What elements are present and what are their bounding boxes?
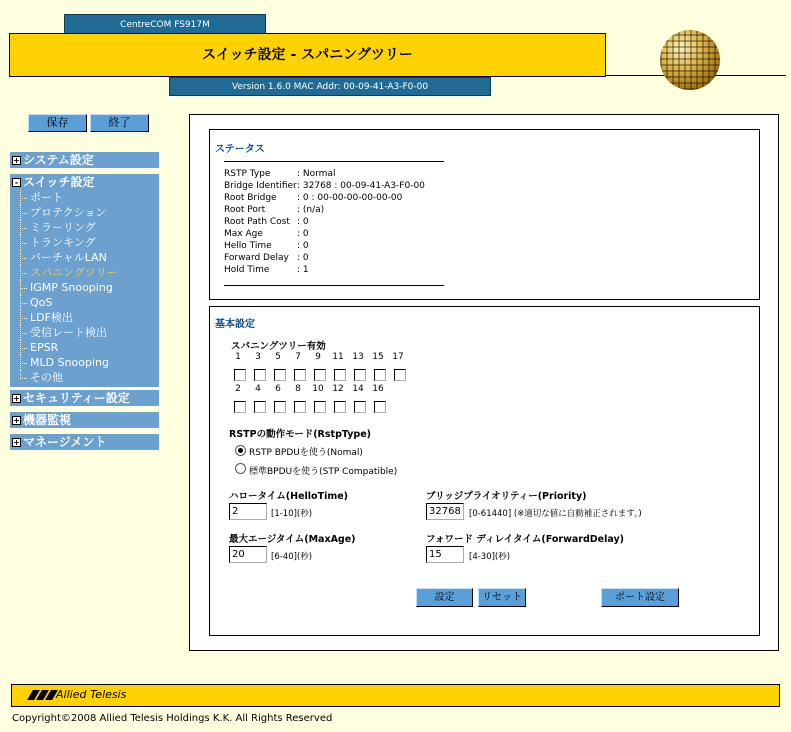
set-button[interactable]: 設定 — [416, 588, 473, 607]
status-divider-top — [224, 161, 444, 162]
expand-icon[interactable]: + — [13, 393, 20, 403]
port-4-checkbox[interactable] — [254, 401, 266, 413]
quit-button[interactable]: 終了 — [90, 114, 149, 132]
status-value: : Normal — [297, 169, 336, 179]
status-key: RSTP Type — [224, 169, 271, 179]
forward-delay-range: [4-30](秒) — [469, 552, 511, 562]
port-2-checkbox[interactable] — [234, 401, 246, 413]
port-number: 4 — [255, 384, 261, 394]
nav-item-vlan[interactable]: バーチャルLAN — [16, 250, 159, 265]
status-divider-bottom — [224, 285, 444, 286]
globe-logo-icon — [660, 30, 720, 90]
port-7-checkbox[interactable] — [294, 369, 306, 381]
status-value: : 0 — [297, 253, 309, 263]
nav-item-igmp-snooping[interactable]: IGMP Snooping — [16, 280, 159, 295]
port-number: 3 — [255, 352, 261, 362]
status-value: : 0 : 00-00-00-00-00-00 — [297, 193, 403, 203]
settings-panel — [209, 306, 760, 636]
port-16-checkbox[interactable] — [374, 401, 386, 413]
save-button[interactable]: 保存 — [28, 114, 87, 132]
status-key: Hello Time — [224, 241, 272, 251]
port-13-checkbox[interactable] — [354, 369, 366, 381]
port-5-checkbox[interactable] — [274, 369, 286, 381]
status-key: Root Port — [224, 205, 266, 215]
priority-label: ブリッジプライオリティー(Priority) — [426, 491, 587, 502]
status-value: : 0 — [297, 217, 309, 227]
port-14-checkbox[interactable] — [354, 401, 366, 413]
max-age-label: 最大エージタイム(MaxAge) — [229, 534, 356, 545]
status-value: : 32768 : 00-09-41-A3-F0-00 — [297, 181, 425, 191]
port-number: 6 — [275, 384, 281, 394]
allied-telesis-logo — [28, 688, 126, 701]
port-number: 14 — [352, 384, 364, 394]
nav-section-label[interactable]: システム設定 — [23, 153, 94, 167]
port-9-checkbox[interactable] — [314, 369, 326, 381]
reset-button[interactable]: リセット — [478, 588, 526, 607]
port-3-checkbox[interactable] — [254, 369, 266, 381]
status-key: Max Age — [224, 229, 263, 239]
status-value: : (n/a) — [297, 205, 325, 215]
rstp-bpdu-label[interactable]: RSTP BPDUを使う(Nomal) — [249, 448, 363, 458]
expand-icon[interactable]: + — [13, 415, 20, 425]
nav-item-rx-rate[interactable]: 受信レート検出 — [16, 325, 159, 340]
status-row-hello-time — [224, 240, 309, 252]
status-value: : 0 — [297, 241, 309, 251]
port-number: 2 — [235, 384, 241, 394]
port-number: 16 — [372, 384, 384, 394]
nav-section-label[interactable]: スイッチ設定 — [23, 175, 95, 189]
nav-item-epsr[interactable]: EPSR — [16, 340, 159, 355]
max-age-range: [6-40](秒) — [271, 552, 313, 562]
forward-delay-input[interactable]: 15 — [426, 546, 464, 563]
nav-section-label[interactable]: セキュリティー設定 — [23, 391, 130, 405]
hello-time-range: [1-10](秒) — [271, 509, 313, 519]
nav-item-ldf[interactable]: LDF検出 — [16, 310, 159, 325]
max-age-input[interactable]: 20 — [229, 546, 267, 563]
status-title: ステータス — [215, 144, 265, 155]
stp-compatible-radio[interactable] — [235, 463, 246, 474]
page-title: スイッチ設定 - スパニングツリー — [9, 33, 606, 77]
nav-section-label[interactable]: マネージメント — [23, 435, 107, 449]
port-10-checkbox[interactable] — [314, 401, 326, 413]
port-12-checkbox[interactable] — [334, 401, 346, 413]
rstp-bpdu-radio[interactable] — [235, 445, 246, 456]
nav-section-switch[interactable] — [10, 174, 159, 387]
status-key: Hold Time — [224, 265, 270, 275]
priority-input[interactable]: 32768 — [426, 503, 464, 520]
nav-section-monitoring[interactable] — [10, 412, 159, 428]
nav-item-mld-snooping[interactable]: MLD Snooping — [16, 355, 159, 370]
port-number: 9 — [315, 352, 321, 362]
copyright: Copyright©2008 Allied Telesis Holdings K.K. All Rights Reserved — [12, 713, 333, 724]
stp-compatible-label[interactable]: 標準BPDUを使う(STP Compatible) — [249, 467, 398, 477]
port-number: 8 — [295, 384, 301, 394]
port-number: 7 — [295, 352, 301, 362]
model-label: CentreCOM FS917M — [64, 14, 266, 34]
status-key: Bridge Identifier — [224, 181, 297, 191]
status-key: Root Bridge — [224, 193, 277, 203]
port-17-checkbox[interactable] — [394, 369, 406, 381]
port-number: 11 — [332, 352, 344, 362]
status-row-root-port — [224, 204, 324, 216]
port-number: 17 — [392, 352, 404, 362]
port-6-checkbox[interactable] — [274, 401, 286, 413]
port-number: 5 — [275, 352, 281, 362]
status-panel — [209, 129, 760, 300]
status-row-bridge-id — [224, 180, 425, 192]
status-key: Forward Delay — [224, 253, 289, 263]
version-info: Version 1.6.0 MAC Addr: 00-09-41-A3-F0-00 — [169, 77, 491, 96]
expand-icon[interactable]: + — [13, 155, 20, 165]
forward-delay-label: フォワード ディレイタイム(ForwardDelay) — [426, 534, 624, 545]
status-value: : 1 — [297, 265, 309, 275]
status-row-max-age — [224, 228, 309, 240]
hello-time-input[interactable]: 2 — [229, 503, 267, 520]
main-content — [189, 114, 779, 651]
port-number: 15 — [372, 352, 384, 362]
port-11-checkbox[interactable] — [334, 369, 346, 381]
status-row-hold-time — [224, 264, 309, 276]
status-value: : 0 — [297, 229, 309, 239]
allied-telesis-mark-icon — [28, 690, 54, 700]
nav-item-other[interactable]: その他 — [16, 370, 159, 385]
nav-item-protection[interactable]: プロテクション — [16, 205, 159, 220]
footer-bar — [11, 684, 780, 707]
collapse-icon[interactable]: - — [12, 178, 21, 187]
status-row-root-path-cost — [224, 216, 309, 228]
port-number: 1 — [235, 352, 241, 362]
hello-time-label: ハロータイム(HelloTime) — [229, 491, 349, 502]
nav-section-label[interactable]: 機器監視 — [23, 413, 72, 427]
status-row-root-bridge — [224, 192, 402, 204]
port-number: 12 — [332, 384, 344, 394]
nav-item-port[interactable]: ポート — [16, 190, 159, 205]
nav-item-qos[interactable]: QoS — [16, 295, 159, 310]
nav-section-system[interactable] — [10, 152, 159, 168]
nav-section-security[interactable] — [10, 390, 159, 406]
rstp-mode-label: RSTPの動作モード(RstpType) — [229, 429, 372, 440]
nav-item-trunking[interactable]: トランキング — [16, 235, 159, 250]
settings-title: 基本設定 — [215, 319, 255, 330]
stp-enable-label: スパニングツリー有効 — [231, 341, 326, 352]
port-number: 13 — [352, 352, 364, 362]
status-row-forward-delay — [224, 252, 309, 264]
port-number: 10 — [312, 384, 324, 394]
port-8-checkbox[interactable] — [294, 401, 306, 413]
nav-item-mirroring[interactable]: ミラーリング — [16, 220, 159, 235]
priority-range: [0-61440] (※適切な値に自動補正されます。) — [469, 509, 642, 519]
port-1-checkbox[interactable] — [234, 369, 246, 381]
logo-text: Allied Telesis — [56, 688, 127, 701]
port-15-checkbox[interactable] — [374, 369, 386, 381]
port-settings-button[interactable]: ポート設定 — [601, 588, 679, 607]
status-key: Root Path Cost — [224, 217, 290, 227]
nav-item-spanning-tree[interactable]: スパニングツリー — [16, 265, 159, 280]
nav-section-management[interactable] — [10, 434, 159, 450]
expand-icon[interactable]: + — [13, 437, 20, 447]
status-row-rstp-type — [224, 168, 335, 180]
